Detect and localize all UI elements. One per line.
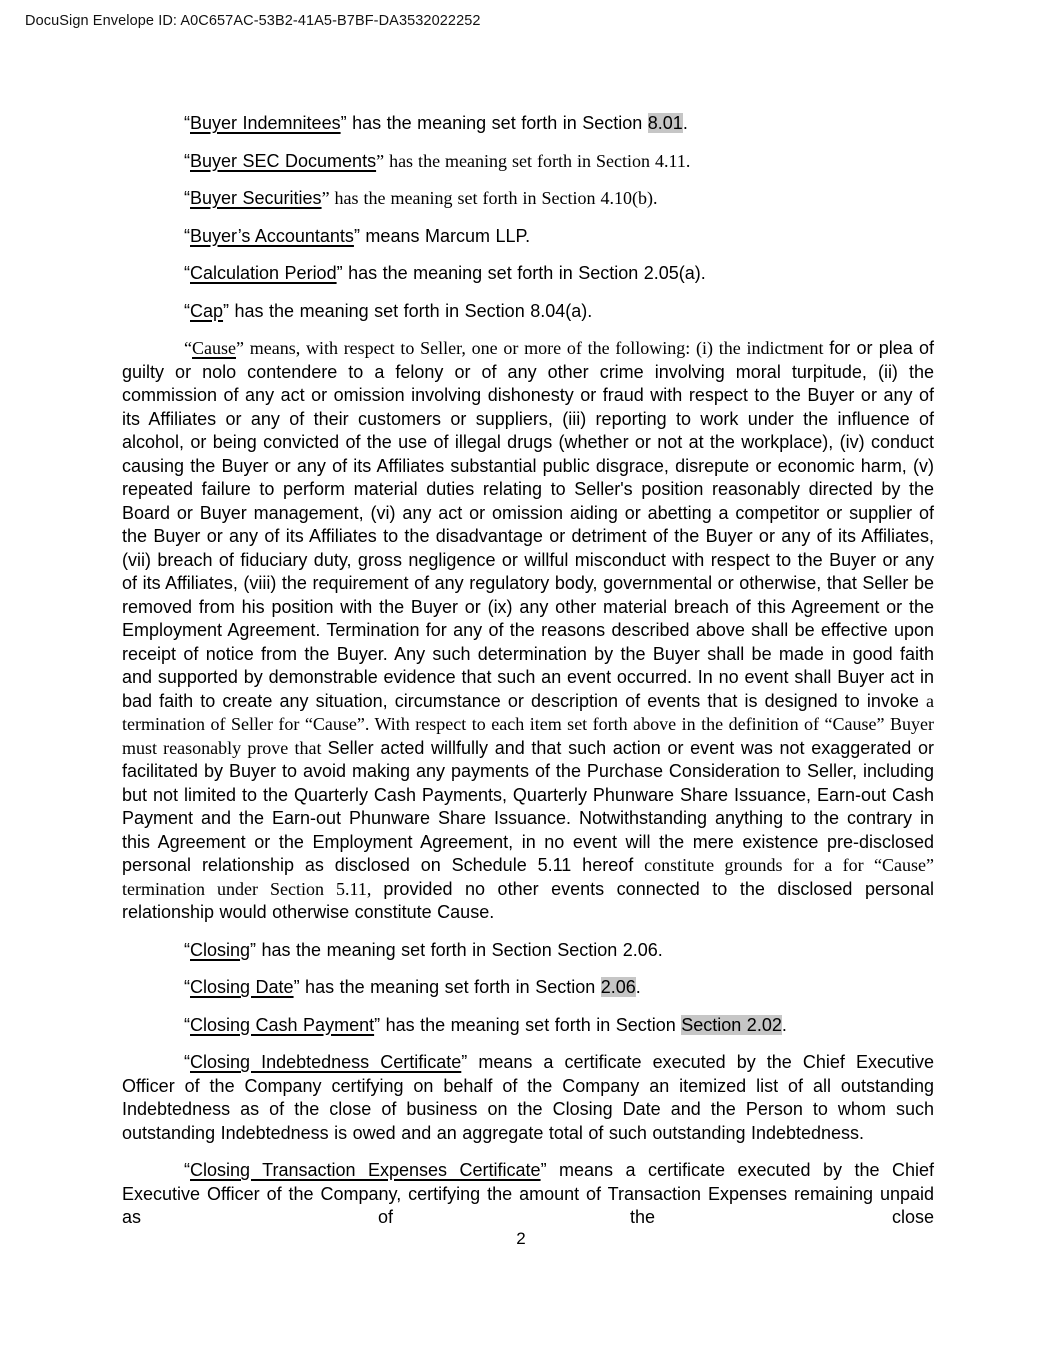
text-run: for or plea of guilty or nolo contendere to a felony or of any other crime involving moral turpitude, (ii) the commission of any act or omission involving dishonesty or fraud with respect to the Buyer or any of its Affiliates or any of their customers or suppliers, (iii) reporting to work under the influence of alcohol, or being convicted of the use of illegal drugs (whether or not at the workplace), (iv) conduct causing the Buyer or any of its Affiliates substantial public disgrace, disrepute or economic harm, (v) repeated failure to perform material duties relating to Seller's position reasonably directed by the Board or Buyer management, (vi) any act or omission aiding or abetting a competitor or supplier of the Buyer or any of its Affiliates to the disadvantage or detriment of the Buyer or any of its Affiliates, (vii) breach of fiduciary duty, gross negligence or willful misconduct with respect to the Buyer or any of its Affiliates, (viii) the requirement of any regulatory body, governmental or otherwise, that Seller be removed from his position with the Buyer or (ix) any other material breach of this Agreement or the Employment Agreement. Termination for any of the reasons described above shall be effective upon receipt of notice from the Buyer. Any such determination by the Buyer shall be made in good faith and supported by demonstrable evidence that such an event occurred. In no event shall Buyer act in bad faith to create any situation, circumstance or description of events that is designed to invoke [122,338,934,711]
section-highlight: Section 2.02 [681,1014,782,1035]
defined-term: Closing [190,939,251,960]
text-run: ” has the meaning set forth in Section 4.11. [376,150,691,171]
definition-paragraph [122,1159,934,1230]
text-run: ” means Marcum LLP. [353,225,531,246]
text-run: ” means a certificate executed by the Chief Executive Officer of the Company certifying on behalf of the Company an itemized list of all outstanding Indebtedness as of the close of business on the Closing Date and the Person to whom such outstanding Indebtedness is owed and an aggregate total of such outstanding Indebtedness. [122,1052,934,1143]
text-run: “ [184,263,190,283]
text-run: “ [184,225,190,246]
text-run: . [682,113,688,133]
definition-paragraph [122,262,934,286]
text-run: a termination of Seller for “Cause”. With respect to each item set forth above in the definition of “Cause” Buyer must reasonably prove that [122,690,934,758]
definition-paragraph [122,150,934,174]
text-run: ” has the meaning set forth in Section 2.05(a). [336,263,706,283]
text-run: “ [184,150,190,171]
definition-paragraph [122,939,934,963]
document-body [122,112,934,1244]
defined-term: Buyer SEC Documents [190,150,377,171]
defined-term: Buyer’s Accountants [190,225,354,246]
definition-paragraph [122,337,934,925]
text-run: “ [184,1052,190,1072]
definition-paragraph [122,225,934,249]
text-run: ” has the meaning set forth in Section 4.10(b). [321,188,658,208]
definition-paragraph [122,1014,934,1038]
text-run: “ [184,338,192,358]
text-run: ” has the meaning set forth in Section [374,1014,682,1035]
text-run: “ [184,1160,190,1180]
defined-term: Closing Cash Payment [190,1014,375,1035]
text-run: ” has the meaning set forth in Section Section 2.06. [250,939,663,960]
defined-term: Cause [192,338,236,358]
text-run: Seller acted willfully and that such action or event was not exaggerated or facilitated by Buyer to avoid making any payments of the Purchase Consideration to Seller, including but not limited to the Quarterly Cash Payments, Quarterly Phunware Share Issuance, Earn-out Cash Payment and the Earn-out Phunware Share Issuance. Notwithstanding anything to the contrary in this Agreement or the Employment Agreement, in no event will the mere existence pre-disclosed personal relationship as disclosed on Schedule 5.11 hereof [122,737,934,875]
defined-term: Buyer Indemnitees [190,113,341,133]
text-run: . [635,977,641,997]
docusign-envelope-id: DocuSign Envelope ID: A0C657AC-53B2-41A5-B7BF-DA3532022252 [25,13,481,29]
text-run: ” means a certificate executed by the Chief Executive Officer of the Company, certifying the amount of Transaction Expenses remaining unpaid as of the close [122,1160,934,1227]
text-run: “ [184,977,190,997]
text-run: “ [184,939,190,960]
defined-term: Closing Date [190,977,294,997]
definition-paragraph [122,976,934,1000]
text-run: provided no other events connected to the disclosed personal relationship would otherwise constitute Cause. [122,878,934,922]
text-run: “ [184,300,190,321]
defined-term: Cap [190,300,224,321]
defined-term: Closing Transaction Expenses Certificate [190,1160,541,1180]
page-number: 2 [516,1229,526,1248]
text-run: ” has the meaning set forth in Section 8.04(a). [223,300,593,321]
text-run: constitute grounds for a for “Cause” termination under Section 5.11, [122,855,935,899]
text-run: ” has the meaning set forth in Section [293,977,601,997]
definition-paragraph [122,1051,934,1145]
text-run: ” has the meaning set forth in Section [340,113,648,133]
definition-paragraph [122,300,934,324]
definition-paragraph [122,187,934,211]
defined-term: Calculation Period [190,263,337,283]
text-run: ” means, with respect to Seller, one or more of the following: (i) the indictment [236,338,830,358]
text-run: . [781,1014,787,1035]
section-highlight: 8.01 [647,113,683,133]
text-run: “ [184,113,190,133]
defined-term: Buyer Securities [190,188,322,208]
definition-paragraph [122,112,934,136]
section-highlight: 2.06 [600,977,636,997]
defined-term: Closing Indebtedness Certificate [190,1052,462,1072]
text-run: “ [184,188,190,208]
text-run: “ [184,1014,190,1035]
